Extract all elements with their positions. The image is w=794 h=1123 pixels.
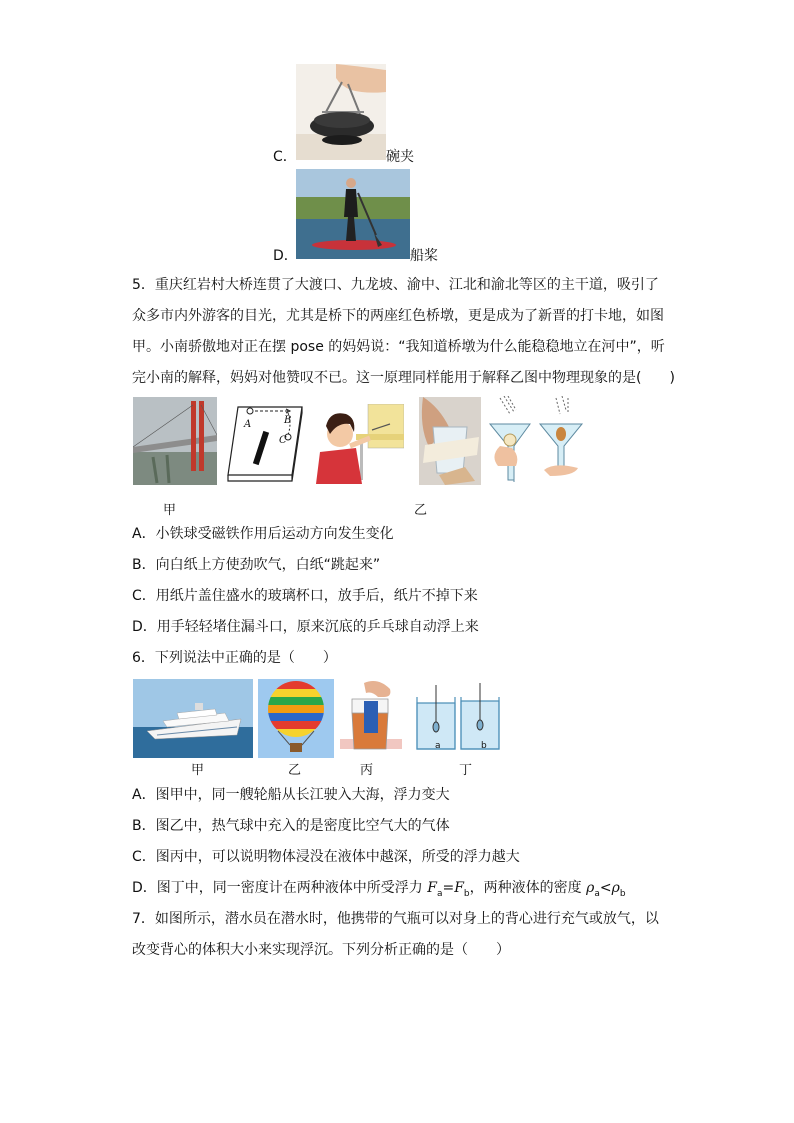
hydrometer-beakers-diagram bbox=[413, 683, 505, 753]
q6-caption-jia: 甲 bbox=[191, 763, 205, 778]
blowing-paper-diagram bbox=[316, 404, 404, 484]
label-b: B bbox=[284, 415, 292, 426]
q6-option-b: B．图乙中，热气球中充入的是密度比空气大的气体 bbox=[132, 818, 450, 834]
hot-air-balloon-photo bbox=[258, 679, 334, 758]
bowl-clamp-photo bbox=[296, 64, 386, 160]
density-symbol-b: ρ bbox=[611, 880, 620, 896]
force-symbol-a: F bbox=[427, 880, 437, 896]
magnet-ball-diagram bbox=[222, 401, 306, 485]
density-sub-a: a bbox=[594, 888, 600, 899]
option-c-caption: 碗夹 bbox=[386, 149, 414, 165]
bridge-photo bbox=[133, 397, 217, 485]
q7-stem-line-2: 改变背心的体积大小来实现浮沉。下列分析正确的是（ ） bbox=[132, 942, 510, 958]
density-symbol-a: ρ bbox=[586, 880, 595, 896]
cruise-ship-photo bbox=[133, 679, 253, 758]
q5-stem-line-2: 众多市内外游客的目光，尤其是桥下的两座红色桥墩，更是成为了新晋的打卡地，如图 bbox=[132, 308, 664, 324]
density-sub-b: b bbox=[619, 888, 626, 899]
q6-option-d bbox=[132, 878, 626, 904]
option-d-letter: D． bbox=[273, 248, 298, 264]
q6-option-c: C．图丙中，可以说明物体浸没在液体中越深，所受的浮力越大 bbox=[132, 849, 520, 865]
label-a: A bbox=[244, 419, 252, 430]
q5-stem-line-1: 5．重庆红岩村大桥连贯了大渡口、九龙坡、渝中、江北和渝北等区的主干道，吸引了 bbox=[132, 277, 659, 293]
beaker-spring-photo bbox=[338, 679, 402, 758]
label-c: C bbox=[279, 435, 287, 446]
figure-label-yi: 乙 bbox=[414, 503, 428, 518]
q5-stem-line-3: 甲。小南骄傲地对正在摆 pose 的妈妈说：“我知道桥墩为什么能稳稳地立在河中”，听 bbox=[132, 339, 665, 355]
cup-paper-photo bbox=[419, 397, 481, 485]
funnel-ball-diagram bbox=[486, 396, 586, 486]
beaker-label-a: a bbox=[435, 741, 441, 751]
figure-label-jia: 甲 bbox=[163, 503, 177, 518]
force-symbol-b: F bbox=[454, 880, 464, 896]
equals-sign: = bbox=[442, 880, 455, 896]
paddle-photo bbox=[296, 169, 410, 259]
q5-option-c: C．用纸片盖住盛水的玻璃杯口，放手后，纸片不掉下来 bbox=[132, 588, 478, 604]
q5-option-b: B．向白纸上方使劲吹气，白纸“跳起来” bbox=[132, 557, 381, 573]
force-sub-a: a bbox=[436, 888, 443, 899]
q6-caption-ding: 丁 bbox=[459, 763, 473, 778]
q6-caption-yi: 乙 bbox=[288, 763, 302, 778]
q6-option-a: A．图甲中，同一艘轮船从长江驶入大海，浮力变大 bbox=[132, 787, 450, 803]
q6-caption-bing: 丙 bbox=[360, 763, 374, 778]
q7-stem-line-1: 7．如图所示，潜水员在潜水时，他携带的气瓶可以对身上的背心进行充气或放气，以 bbox=[132, 911, 659, 927]
option-d-caption: 船桨 bbox=[410, 248, 438, 264]
q5-stem-line-4: 完小南的解释，妈妈对他赞叹不已。这一原理同样能用于解释乙图中物理现象的是( ) bbox=[132, 370, 675, 386]
force-sub-b: b bbox=[463, 888, 470, 899]
option-c-letter: C． bbox=[273, 149, 297, 165]
beaker-label-b: b bbox=[481, 741, 487, 751]
less-than-sign: < bbox=[599, 880, 612, 896]
q6-option-d-middle: ，两种液体的密度 bbox=[469, 880, 587, 896]
q5-option-a: A．小铁球受磁铁作用后运动方向发生变化 bbox=[132, 526, 394, 542]
q6-stem: 6．下列说法中正确的是（ ） bbox=[132, 650, 337, 666]
q5-option-d: D．用手轻轻堵住漏斗口，原来沉底的乒乓球自动浮上来 bbox=[132, 619, 479, 635]
q6-option-d-prefix: D．图丁中，同一密度计在两种液体中所受浮力 bbox=[132, 880, 428, 896]
